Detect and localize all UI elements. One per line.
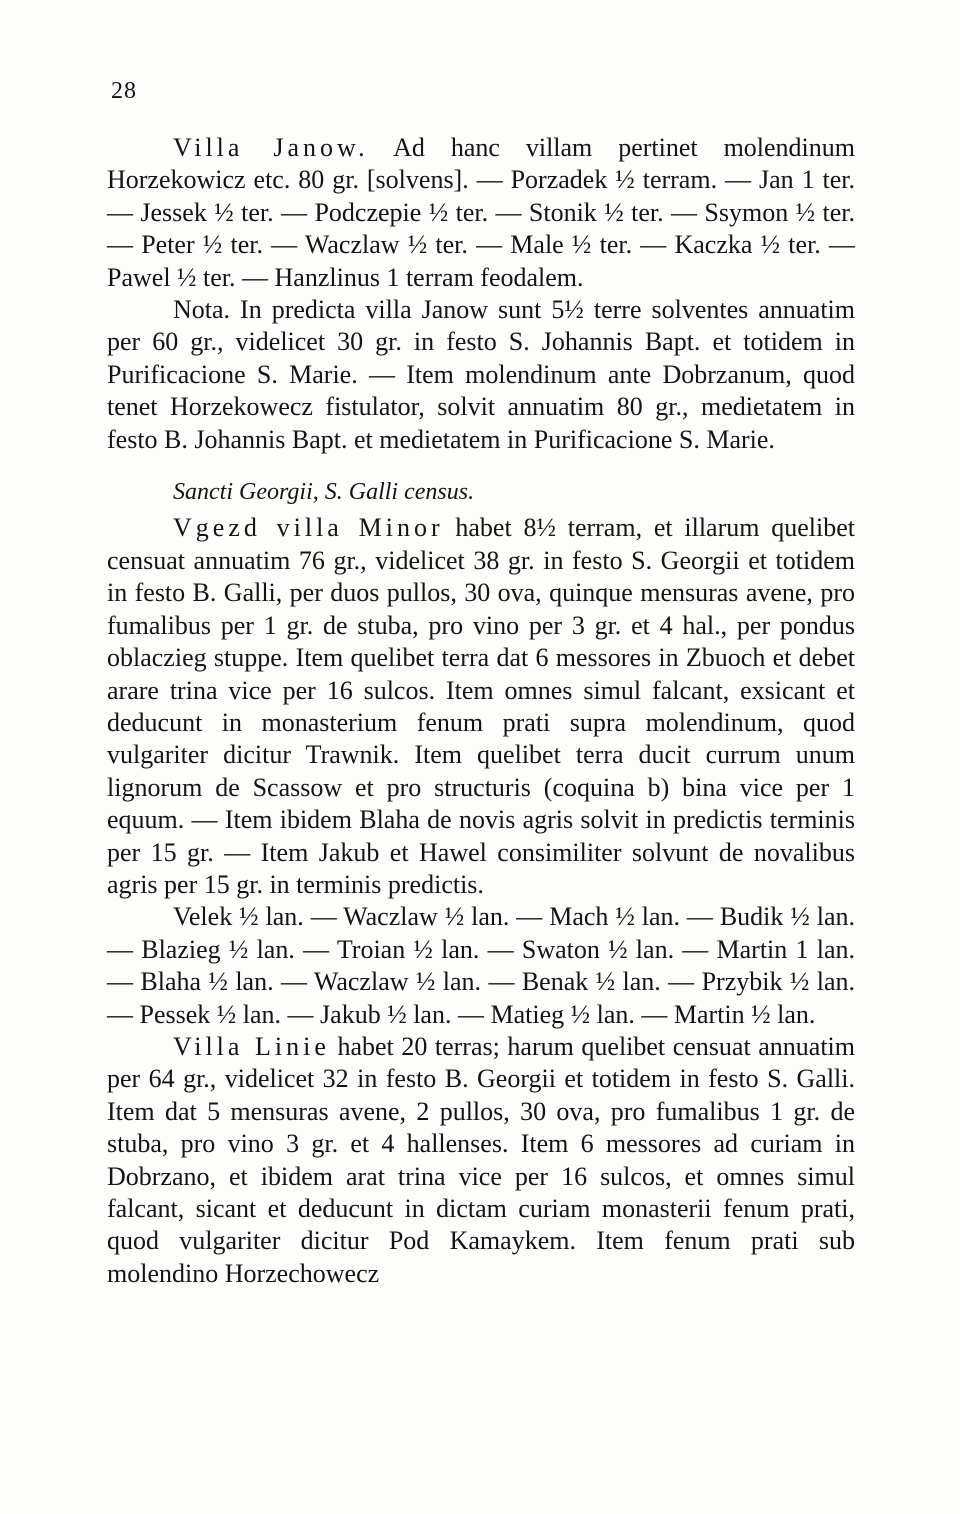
paragraph-vgezd (107, 512, 855, 901)
villa-title: Vgezd villa Minor (173, 513, 444, 543)
text-body (107, 132, 855, 1290)
paragraph-text: Ad hanc villam pertinet molendinum Horzekowicz etc. 80 gr. [solvens]. — Porzadek ½ terram. — Jan 1 ter. — Jessek ½ ter. — Podczepie ½ ter. — Stonik ½ ter. — Ssymon ½ ter. — Peter ½ ter. — Waczlaw ½ ter. — Male ½ ter. — Kaczka ½ ter. — Pawel ½ ter. — Hanzlinus 1 terram feodalem. (107, 133, 855, 292)
section-heading: Sancti Georgii, S. Galli census. (173, 479, 475, 506)
villa-title: Villa Janow. (173, 133, 369, 162)
villa-title: Villa Linie (173, 1031, 330, 1061)
paragraph-text: habet 8½ terram, et illarum quelibet censuat annuatim 76 gr., videlicet 38 gr. in festo S. Georgii et totidem in festo B. Galli, per duos pullos, 30 ova, quinque mensuras avene, pro fumalibus per 1 gr. de stuba, pro vino per 3 gr. et 4 hal., per pondus oblaczieg stuppe. Item quelibet terra dat 6 messores in Zbuoch et debet arare trina vice per 16 sulcos. Item omnes simul falcant, exsicant et deducunt in monasterium fenum prati supra molendinum, quod vulgariter dicitur Trawnik. Item quelibet terra ducit currum unum lignorum de Scassow et pro structuris (coquina b) bina vice per 1 equum. — Item ibidem Blaha de novis agris solvit in predictis terminis per 15 gr. — Item Jakub et Hawel consimiliter solvunt de novalibus agris per 15 gr. in terminis predictis. (107, 513, 855, 899)
paragraph-villa-linie (107, 1031, 855, 1290)
paragraph-tenant-list: Velek ½ lan. — Waczlaw ½ lan. — Mach ½ lan. — Budik ½ lan. — Blazieg ½ lan. — Troian ½ lan. — Swaton ½ lan. — Martin 1 lan. — Blaha ½ lan. — Waczlaw ½ lan. — Benak ½ lan. — Przybik ½ lan. — Pessek ½ lan. — Jakub ½ lan. — Matieg ½ lan. — Martin ½ lan. (107, 902, 855, 1029)
page-number: 28 (111, 78, 137, 104)
paragraph-text: habet 20 terras; harum quelibet censuat annuatim per 64 gr., videlicet 32 in festo B. Georgii et totidem in festo S. Galli. Item dat 5 mensuras avene, 2 pullos, 30 ova, pro fumalibus 1 gr. de stuba, pro vino 3 gr. et 4 hallenses. Item 6 messores ad curiam in Dobrzano, et ibidem arat trina vice per 16 sulcos, et omnes simul falcant, sicant et deducunt in dictam curiam monasterii fenum prati, quod vulgariter dicitur Pod Kamaykem. Item fenum prati sub molendino Horzechowecz (107, 1031, 856, 1288)
paragraph-villa-janow (107, 132, 855, 294)
paragraph-nota: Nota. In predicta villa Janow sunt 5½ terre solventes annuatim per 60 gr., videlicet 30 gr. in festo S. Johannis Bapt. et totidem in Purificacione S. Marie. — Item molendinum ante Dobrzanum, quod tenet Horzekowecz fistulator, solvit annuatim 80 gr., medietatem in festo B. Johannis Bapt. et medietatem in Purificacione S. Marie. (107, 295, 855, 454)
